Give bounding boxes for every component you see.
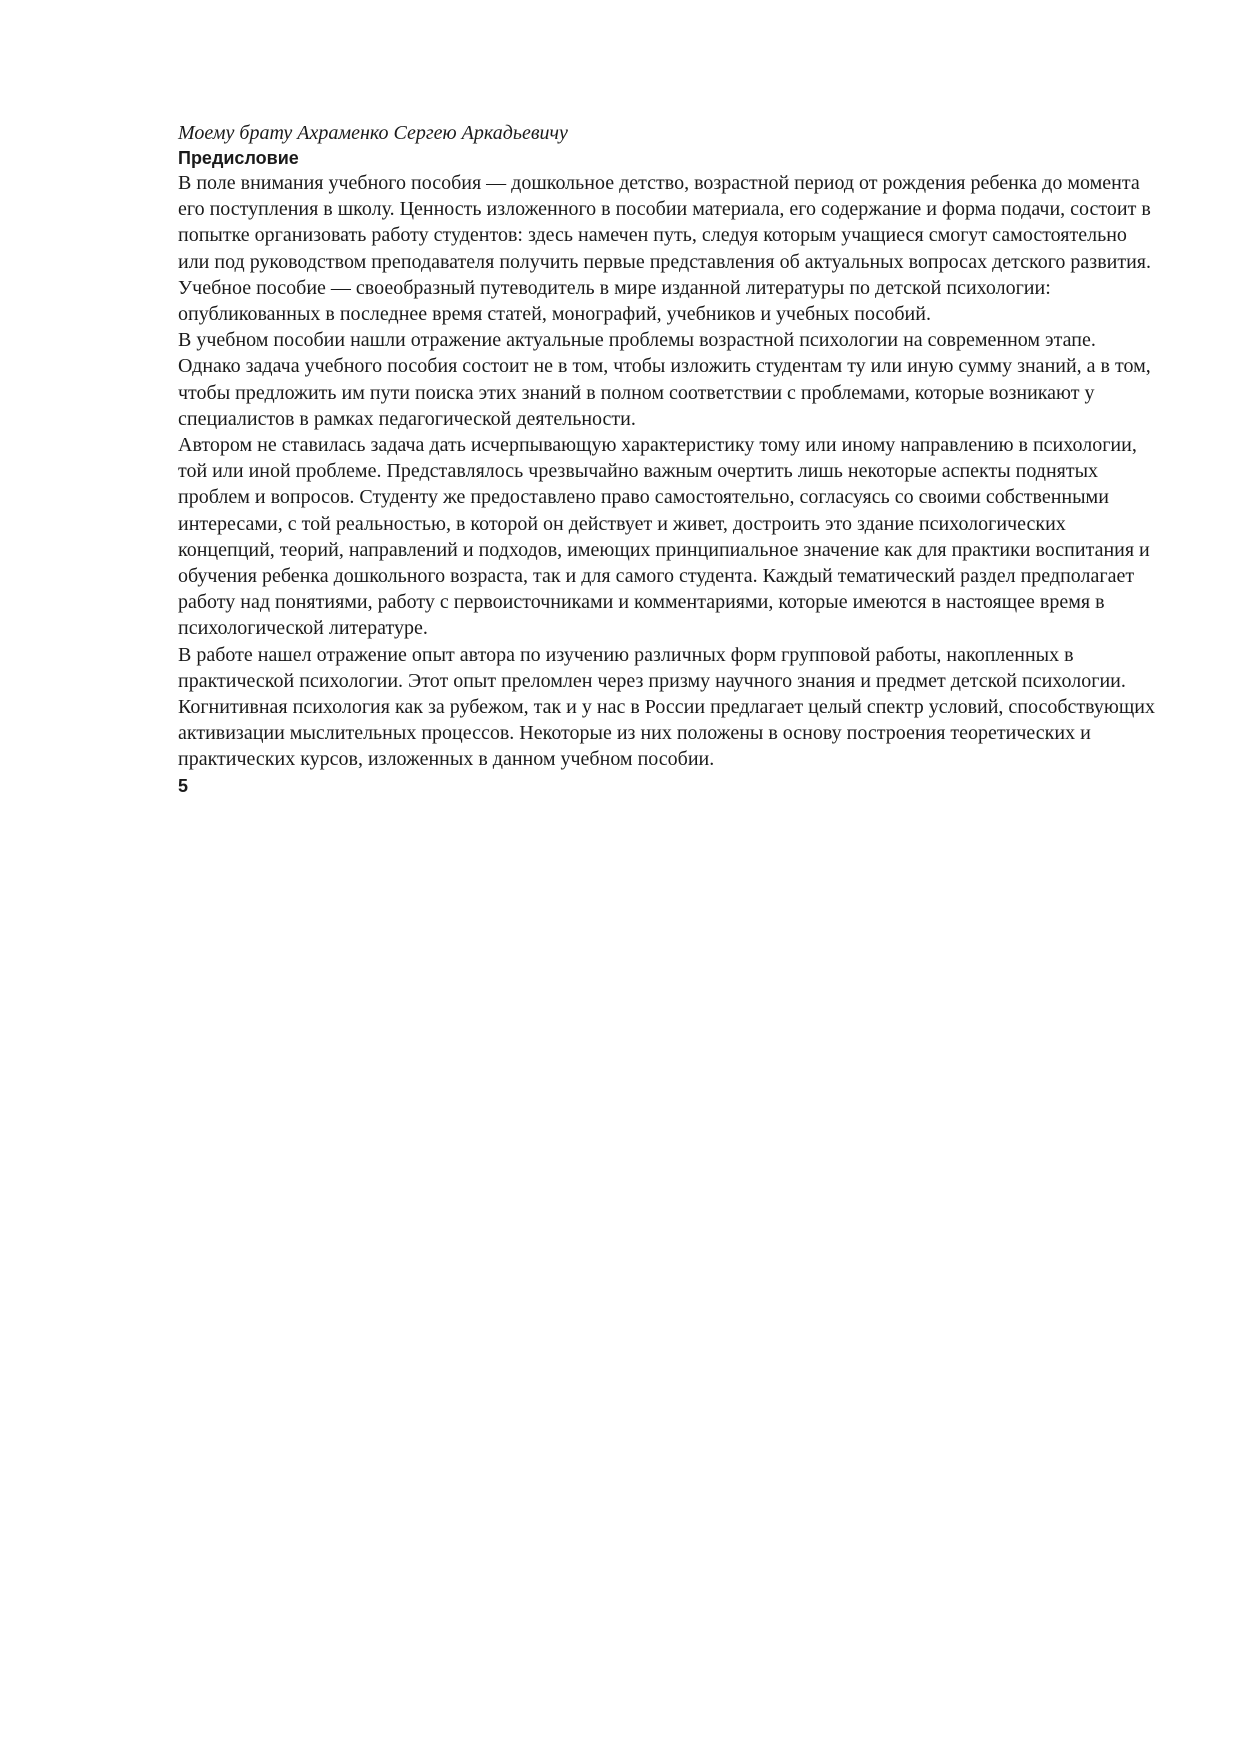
paragraph-4: В работе нашел отражение опыт автора по изучению различных форм групповой работы, накопленных в практической психологии. Этот опыт преломлен через призму научного знания и предмет детской психологии. [178, 643, 1126, 692]
paragraph-3: Автором не ставилась задача дать исчерпывающую характеристику тому или иному направлению в психологии, той или иной проблеме. Представлялось чрезвычайно важным очертить лишь некоторые аспекты поднятых проблем и вопросов. Студенту же предоставлено право самостоятельно, согласуясь со своими собственными интересами, с той реальностью, в которой он действует и живет, достроить это здание психологических концепций, теорий, направлений и подходов, имеющих принципиальное значение как для практики воспитания и обучения ребенка дошкольного возраста, так и для самого студента. Каждый тематический раздел предполагает работу над понятиями, работу с первоисточниками и комментариями, которые имеются в настоящее время в психологической литературе. [178, 434, 1150, 640]
paragraph-1: В поле внимания учебного пособия — дошкольное детство, возрастной период от рождения ребенка до момента его поступления в школу. Ценность изложенного в пособии материала, его содержание и форма подачи, состоит в попытке организовать работу студентов: здесь намечен путь, следуя которым учащиеся смогут самостоятельно или под руководством преподавателя получить первые представления об актуальных вопросах детского развития. Учебное пособие — своеобразный путеводитель в мире изданной литературы по детской психологии: опубликованных в последнее время статей, монографий, учебников и учебных пособий. [178, 172, 1151, 326]
page-content [178, 120, 1160, 799]
section-heading: Предисловие [178, 148, 299, 168]
dedication: Моему брату Ахраменко Сергею Аркадьевичу [178, 122, 568, 144]
page-number: 5 [178, 775, 189, 796]
paragraph-5: Когнитивная психология как за рубежом, так и у нас в России предлагает целый спектр условий, способствующих активизации мыслительных процессов. Некоторые из них положены в основу построения теоретических и практических курсов, изложенных в данном учебном пособии. [178, 696, 1155, 771]
paragraph-2: В учебном пособии нашли отражение актуальные проблемы возрастной психологии на современном этапе. Однако задача учебного пособия состоит не в том, чтобы изложить студентам ту или иную сумму знаний, а в том, чтобы предложить им пути поиска этих знаний в полном соответствии с проблемами, которые возникают у специалистов в рамках педагогической деятельности. [178, 329, 1151, 430]
